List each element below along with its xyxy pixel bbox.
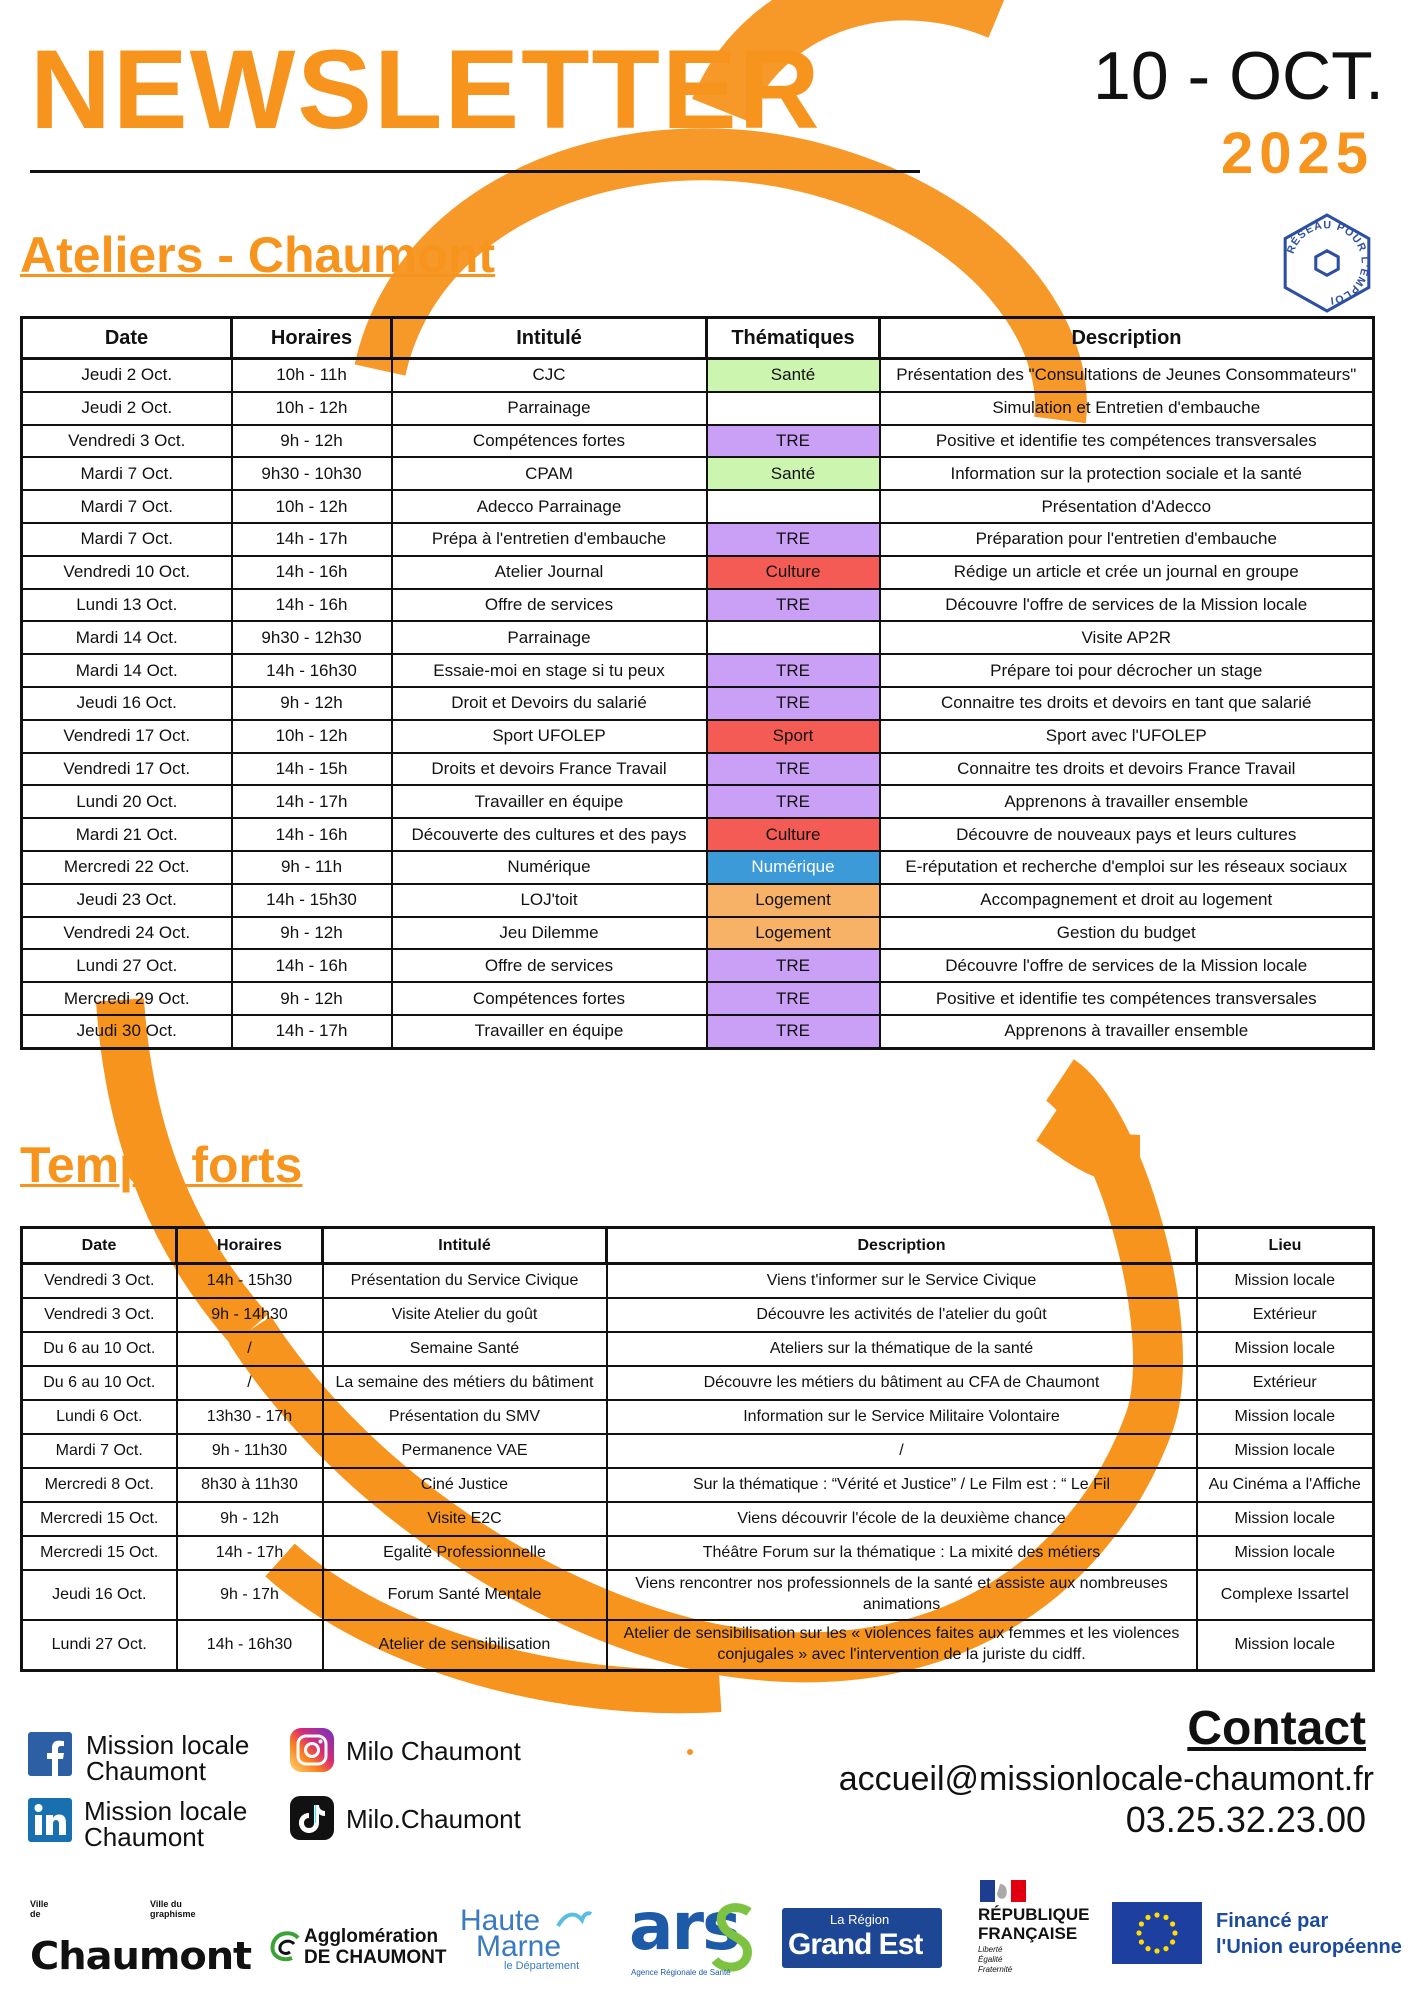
agglo-swirl-icon — [268, 1928, 304, 1964]
temps-fort-row — [22, 1400, 1374, 1434]
header-thematiques: Thématiques — [707, 318, 880, 359]
cell-intitule: Forum Santé Mentale — [323, 1570, 607, 1620]
atelier-row — [22, 392, 1374, 425]
facebook-icon — [28, 1732, 72, 1776]
atelier-row — [22, 917, 1374, 950]
cell-intitule: CPAM — [392, 457, 707, 490]
instagram-link[interactable] — [290, 1728, 550, 1772]
cell-date: Vendredi 3 Oct. — [22, 425, 232, 458]
haute-marne-text-1: Haute — [460, 1904, 541, 1937]
cell-description: E-réputation et recherche d'emploi sur les réseaux sociaux — [880, 851, 1374, 884]
cell-horaires: 14h - 17h — [232, 1015, 392, 1048]
tiktok-icon — [290, 1796, 334, 1840]
atelier-row — [22, 589, 1374, 622]
cell-date: Mardi 7 Oct. — [22, 523, 232, 556]
cell-intitule: Offre de services — [392, 949, 707, 982]
right-orange-arc — [1050, 1120, 1140, 1160]
cell-lieu: Mission locale — [1197, 1400, 1374, 1434]
temps-fort-row — [22, 1264, 1374, 1299]
cell-horaires: 14h - 17h — [232, 523, 392, 556]
cell-intitule: Présentation du Service Civique — [323, 1264, 607, 1299]
facebook-link[interactable] — [28, 1732, 288, 1788]
ville-chaumont-logo — [30, 1900, 260, 1980]
cell-date: Vendredi 3 Oct. — [22, 1264, 177, 1299]
cell-thematique: TRE — [707, 425, 880, 458]
chaumont-small-2: Ville du graphisme — [150, 1899, 196, 1919]
cell-horaires: 14h - 15h30 — [232, 884, 392, 917]
republique-text-5: Fraternité — [978, 1965, 1013, 1974]
atelier-row — [22, 457, 1374, 490]
cell-description: Information sur la protection sociale et la santé — [880, 457, 1374, 490]
cell-description: Préparation pour l'entretien d'embauche — [880, 523, 1374, 556]
region-text-1: La Région — [830, 1912, 890, 1927]
temps-fort-row — [22, 1570, 1374, 1620]
cell-horaires: 9h - 12h — [177, 1502, 323, 1536]
cell-description: Présentation d'Adecco — [880, 490, 1374, 523]
ars-subtitle: Agence Régionale de Santé — [631, 1968, 731, 1977]
cell-thematique: TRE — [707, 523, 880, 556]
newsletter-title: NEWSLETTER — [30, 27, 822, 152]
cell-horaires: 9h - 14h30 — [177, 1298, 323, 1332]
cell-description: Présentation des "Consultations de Jeunes Consommateurs" — [880, 359, 1374, 392]
cell-thematique: Sport — [707, 720, 880, 753]
cell-date: Jeudi 2 Oct. — [22, 359, 232, 392]
atelier-row — [22, 490, 1374, 523]
cell-horaires: 14h - 17h — [177, 1536, 323, 1570]
cell-horaires: 14h - 16h — [232, 556, 392, 589]
cell-horaires: 14h - 16h — [232, 818, 392, 851]
union-europeenne-logo — [1112, 1902, 1412, 1968]
cell-thematique: TRE — [707, 785, 880, 818]
cell-description: Découvre l'offre de services de la Mission locale — [880, 589, 1374, 622]
reseau-pour-emploi-badge — [1276, 212, 1378, 314]
contact-phone[interactable]: 03.25.32.23.00 — [1125, 1799, 1366, 1840]
cell-date: Mardi 21 Oct. — [22, 818, 232, 851]
temps-fort-row — [22, 1332, 1374, 1366]
cell-description: Viens découvrir l'école de la deuxième chance — [607, 1502, 1197, 1536]
cell-intitule: Prépa à l'entretien d'embauche — [392, 523, 707, 556]
cell-intitule: Droit et Devoirs du salarié — [392, 687, 707, 720]
ateliers-header-row — [22, 318, 1374, 359]
cell-horaires: 14h - 16h30 — [177, 1620, 323, 1671]
instagram-icon — [290, 1728, 334, 1772]
cell-description: Viens rencontrer nos professionnels de la santé et assiste aux nombreuses animations — [607, 1570, 1197, 1620]
ateliers-table — [20, 316, 1375, 1050]
cell-date: Mardi 14 Oct. — [22, 654, 232, 687]
cell-intitule: Atelier de sensibilisation — [323, 1620, 607, 1671]
cell-intitule: Compétences fortes — [392, 425, 707, 458]
cell-description: Prépare toi pour décrocher un stage — [880, 654, 1374, 687]
cell-lieu: Mission locale — [1197, 1502, 1374, 1536]
cell-date: Mercredi 8 Oct. — [22, 1468, 177, 1502]
atelier-row — [22, 949, 1374, 982]
republique-francaise-logo — [978, 1880, 1088, 1980]
cell-lieu: Mission locale — [1197, 1620, 1374, 1671]
cell-intitule: Essaie-moi en stage si tu peux — [392, 654, 707, 687]
cell-intitule: Parrainage — [392, 621, 707, 654]
cell-intitule: Egalité Professionnelle — [323, 1536, 607, 1570]
cell-description: Visite AP2R — [880, 621, 1374, 654]
cell-horaires: 14h - 15h30 — [177, 1264, 323, 1299]
cell-horaires: 9h - 11h — [232, 851, 392, 884]
header-date: Date — [22, 1228, 177, 1264]
cell-thematique — [707, 621, 880, 654]
region-text-2: Grand Est — [788, 1928, 923, 1961]
ars-wordmark: ars — [629, 1888, 740, 1965]
cell-intitule: Droits et devoirs France Travail — [392, 753, 707, 786]
header-horaires: Horaires — [232, 318, 392, 359]
eu-flag-icon — [1112, 1902, 1202, 1964]
marianne-flag-icon — [980, 1880, 1026, 1902]
cell-date: Vendredi 10 Oct. — [22, 556, 232, 589]
cell-description: Sport avec l'UFOLEP — [880, 720, 1374, 753]
cell-intitule: Visite E2C — [323, 1502, 607, 1536]
cell-description: Apprenons à travailler ensemble — [880, 1015, 1374, 1048]
cell-horaires: 9h - 12h — [232, 917, 392, 950]
haute-marne-logo — [460, 1904, 600, 1974]
cell-lieu: Au Cinéma a l'Affiche — [1197, 1468, 1374, 1502]
cell-intitule: Jeu Dilemme — [392, 917, 707, 950]
cell-thematique: Santé — [707, 457, 880, 490]
cell-lieu: Mission locale — [1197, 1332, 1374, 1366]
cell-date: Vendredi 3 Oct. — [22, 1298, 177, 1332]
cell-horaires: 14h - 16h30 — [232, 654, 392, 687]
cell-description: Positive et identifie tes compétences transversales — [880, 982, 1374, 1015]
cell-intitule: Offre de services — [392, 589, 707, 622]
cell-horaires: 14h - 16h — [232, 589, 392, 622]
cell-date: Lundi 13 Oct. — [22, 589, 232, 622]
atelier-row — [22, 425, 1374, 458]
header-intitule: Intitulé — [392, 318, 707, 359]
cell-horaires: 9h30 - 12h30 — [232, 621, 392, 654]
temps-fort-row — [22, 1620, 1374, 1671]
cell-horaires: / — [177, 1366, 323, 1400]
atelier-row — [22, 884, 1374, 917]
cell-horaires: 9h30 - 10h30 — [232, 457, 392, 490]
cell-horaires: 14h - 16h — [232, 949, 392, 982]
cell-description: Rédige un article et crée un journal en groupe — [880, 556, 1374, 589]
newsletter-year: 2025 — [1220, 121, 1374, 186]
cell-description: Positive et identifie tes compétences transversales — [880, 425, 1374, 458]
cell-thematique: TRE — [707, 589, 880, 622]
haute-marne-text-3: le Département — [504, 1960, 580, 1972]
cell-date: Vendredi 17 Oct. — [22, 720, 232, 753]
temps-fort-row — [22, 1536, 1374, 1570]
cell-date: Lundi 27 Oct. — [22, 1620, 177, 1671]
orange-dot — [687, 1749, 693, 1755]
cell-intitule: Présentation du SMV — [323, 1400, 607, 1434]
cell-date: Vendredi 24 Oct. — [22, 917, 232, 950]
cell-intitule: LOJ'toit — [392, 884, 707, 917]
atelier-row — [22, 753, 1374, 786]
cell-date: Mercredi 29 Oct. — [22, 982, 232, 1015]
title-underline — [30, 170, 920, 173]
cell-intitule: Visite Atelier du goût — [323, 1298, 607, 1332]
agglomeration-chaumont-logo — [268, 1922, 448, 1972]
cell-thematique: Culture — [707, 556, 880, 589]
cell-date: Mercredi 15 Oct. — [22, 1502, 177, 1536]
cell-intitule: Ciné Justice — [323, 1468, 607, 1502]
cell-lieu: Mission locale — [1197, 1434, 1374, 1468]
atelier-row — [22, 621, 1374, 654]
cell-lieu: Mission locale — [1197, 1264, 1374, 1299]
cell-intitule: Travailler en équipe — [392, 785, 707, 818]
haute-marne-text-2: Marne — [476, 1930, 562, 1963]
cell-date: Jeudi 30 Oct. — [22, 1015, 232, 1048]
cell-description: / — [607, 1434, 1197, 1468]
cell-horaires: 10h - 12h — [232, 392, 392, 425]
cell-thematique: TRE — [707, 687, 880, 720]
atelier-row — [22, 359, 1374, 392]
cell-date: Jeudi 16 Oct. — [22, 687, 232, 720]
header-horaires: Horaires — [177, 1228, 323, 1264]
cell-date: Mercredi 22 Oct. — [22, 851, 232, 884]
cell-intitule: Permanence VAE — [323, 1434, 607, 1468]
contact-title: Contact — [1187, 1702, 1366, 1755]
cell-description: Théâtre Forum sur la thématique : La mixité des métiers — [607, 1536, 1197, 1570]
facebook-label: Mission locale Chaumont — [86, 1730, 250, 1786]
atelier-row — [22, 556, 1374, 589]
header-date: Date — [22, 318, 232, 359]
eu-text-2: l'Union européenne — [1216, 1936, 1402, 1958]
haute-marne-bird-icon — [556, 1908, 592, 1932]
eu-text-1: Financé par — [1216, 1910, 1329, 1932]
cell-description: Viens t'informer sur le Service Civique — [607, 1264, 1197, 1299]
temps-forts-section-title: Temps forts — [20, 1137, 303, 1193]
cell-thematique: TRE — [707, 982, 880, 1015]
cell-description: Gestion du budget — [880, 917, 1374, 950]
cell-description: Sur la thématique : “Vérité et Justice” / Le Film est : “ Le Fil — [607, 1468, 1197, 1502]
linkedin-icon — [28, 1798, 72, 1842]
agglo-text-2: DE CHAUMONT — [304, 1947, 447, 1968]
republique-text-1: RÉPUBLIQUE — [978, 1905, 1090, 1924]
atelier-row — [22, 982, 1374, 1015]
cell-intitule: Découverte des cultures et des pays — [392, 818, 707, 851]
region-grand-est-logo — [782, 1908, 942, 1968]
cell-intitule: Travailler en équipe — [392, 1015, 707, 1048]
header-lieu: Lieu — [1197, 1228, 1374, 1264]
header-intitule: Intitulé — [323, 1228, 607, 1264]
cell-horaires: 9h - 11h30 — [177, 1434, 323, 1468]
atelier-row — [22, 654, 1374, 687]
cell-horaires: 8h30 à 11h30 — [177, 1468, 323, 1502]
cell-description: Ateliers sur la thématique de la santé — [607, 1332, 1197, 1366]
cell-horaires: 13h30 - 17h — [177, 1400, 323, 1434]
cell-thematique: Logement — [707, 884, 880, 917]
cell-thematique: Numérique — [707, 851, 880, 884]
chaumont-wordmark: Chaumont — [30, 1934, 252, 1978]
cell-intitule: CJC — [392, 359, 707, 392]
cell-horaires: / — [177, 1332, 323, 1366]
cell-intitule: Numérique — [392, 851, 707, 884]
tiktok-label: Milo.Chaumont — [346, 1804, 521, 1834]
cell-date: Lundi 27 Oct. — [22, 949, 232, 982]
cell-horaires: 9h - 17h — [177, 1570, 323, 1620]
ars-s-accent-icon — [711, 1902, 757, 1972]
cell-description: Connaitre tes droits et devoirs en tant que salarié — [880, 687, 1374, 720]
agglo-text-1: Agglomération — [304, 1926, 439, 1947]
cell-intitule: Atelier Journal — [392, 556, 707, 589]
cell-description: Information sur le Service Militaire Volontaire — [607, 1400, 1197, 1434]
chaumont-small-1: Ville de — [30, 1899, 49, 1919]
cell-date: Vendredi 17 Oct. — [22, 753, 232, 786]
cell-date: Mardi 14 Oct. — [22, 621, 232, 654]
cell-lieu: Mission locale — [1197, 1536, 1374, 1570]
atelier-row — [22, 851, 1374, 884]
cell-date: Mardi 7 Oct. — [22, 490, 232, 523]
cell-intitule: Sport UFOLEP — [392, 720, 707, 753]
cell-intitule: Semaine Santé — [323, 1332, 607, 1366]
cell-horaires: 9h - 12h — [232, 425, 392, 458]
cell-date: Du 6 au 10 Oct. — [22, 1366, 177, 1400]
cell-description: Simulation et Entretien d'embauche — [880, 392, 1374, 425]
temps-forts-table — [20, 1226, 1375, 1672]
cell-date: Mardi 7 Oct. — [22, 457, 232, 490]
cell-date: Jeudi 2 Oct. — [22, 392, 232, 425]
temps-fort-row — [22, 1366, 1374, 1400]
cell-horaires: 10h - 11h — [232, 359, 392, 392]
temps-fort-row — [22, 1434, 1374, 1468]
ateliers-section-title: Ateliers - Chaumont — [20, 227, 496, 283]
ars-logo — [625, 1888, 760, 1980]
header-description: Description — [607, 1228, 1197, 1264]
instagram-label: Milo Chaumont — [346, 1736, 521, 1766]
cell-intitule: Parrainage — [392, 392, 707, 425]
cell-horaires: 10h - 12h — [232, 490, 392, 523]
atelier-row — [22, 687, 1374, 720]
cell-horaires: 10h - 12h — [232, 720, 392, 753]
linkedin-link[interactable] — [28, 1798, 288, 1854]
cell-date: Jeudi 23 Oct. — [22, 884, 232, 917]
cell-thematique: TRE — [707, 949, 880, 982]
cell-thematique: TRE — [707, 654, 880, 687]
temps-fort-row — [22, 1298, 1374, 1332]
republique-text-4: Égalité — [978, 1955, 1003, 1964]
republique-text-2: FRANÇAISE — [978, 1924, 1078, 1943]
cell-thematique: TRE — [707, 1015, 880, 1048]
cell-thematique — [707, 490, 880, 523]
cell-lieu: Complexe Issartel — [1197, 1570, 1374, 1620]
badge-text: RÉSEAU POUR L'EMPLOI — [1284, 219, 1371, 307]
cell-intitule: La semaine des métiers du bâtiment — [323, 1366, 607, 1400]
cell-thematique: TRE — [707, 753, 880, 786]
cell-description: Découvre de nouveaux pays et leurs cultures — [880, 818, 1374, 851]
cell-horaires: 9h - 12h — [232, 687, 392, 720]
temps-fort-row — [22, 1502, 1374, 1536]
republique-text-3: Liberté — [978, 1945, 1003, 1954]
cell-horaires: 9h - 12h — [232, 982, 392, 1015]
cell-date: Jeudi 16 Oct. — [22, 1570, 177, 1620]
cell-date: Du 6 au 10 Oct. — [22, 1332, 177, 1366]
newsletter-date: 10 - OCT. — [1093, 38, 1384, 114]
tiktok-link[interactable] — [290, 1796, 550, 1840]
cell-thematique — [707, 392, 880, 425]
cell-date: Mercredi 15 Oct. — [22, 1536, 177, 1570]
cell-horaires: 14h - 17h — [232, 785, 392, 818]
cell-lieu: Extérieur — [1197, 1298, 1374, 1332]
cell-thematique: Culture — [707, 818, 880, 851]
cell-intitule: Adecco Parrainage — [392, 490, 707, 523]
temps-forts-header-row — [22, 1228, 1374, 1264]
temps-fort-row — [22, 1468, 1374, 1502]
atelier-row — [22, 720, 1374, 753]
cell-horaires: 14h - 15h — [232, 753, 392, 786]
cell-description: Découvre les activités de l'atelier du goût — [607, 1298, 1197, 1332]
cell-thematique: Santé — [707, 359, 880, 392]
cell-description: Apprenons à travailler ensemble — [880, 785, 1374, 818]
atelier-row — [22, 818, 1374, 851]
cell-description: Accompagnement et droit au logement — [880, 884, 1374, 917]
cell-intitule: Compétences fortes — [392, 982, 707, 1015]
atelier-row — [22, 523, 1374, 556]
cell-date: Lundi 20 Oct. — [22, 785, 232, 818]
contact-email[interactable]: accueil@missionlocale-chaumont.fr — [838, 1760, 1374, 1798]
cell-description: Atelier de sensibilisation sur les « violences faites aux femmes et les violences conjugales » avec l'intervention de la juriste du cidff. — [607, 1620, 1197, 1671]
cell-thematique: Logement — [707, 917, 880, 950]
cell-date: Mardi 7 Oct. — [22, 1434, 177, 1468]
cell-lieu: Extérieur — [1197, 1366, 1374, 1400]
cell-description: Connaitre tes droits et devoirs France Travail — [880, 753, 1374, 786]
linkedin-label: Mission locale Chaumont — [84, 1796, 248, 1852]
atelier-row — [22, 785, 1374, 818]
header-description: Description — [880, 318, 1374, 359]
cell-date: Lundi 6 Oct. — [22, 1400, 177, 1434]
cell-description: Découvre les métiers du bâtiment au CFA de Chaumont — [607, 1366, 1197, 1400]
cell-description: Découvre l'offre de services de la Mission locale — [880, 949, 1374, 982]
atelier-row — [22, 1015, 1374, 1048]
